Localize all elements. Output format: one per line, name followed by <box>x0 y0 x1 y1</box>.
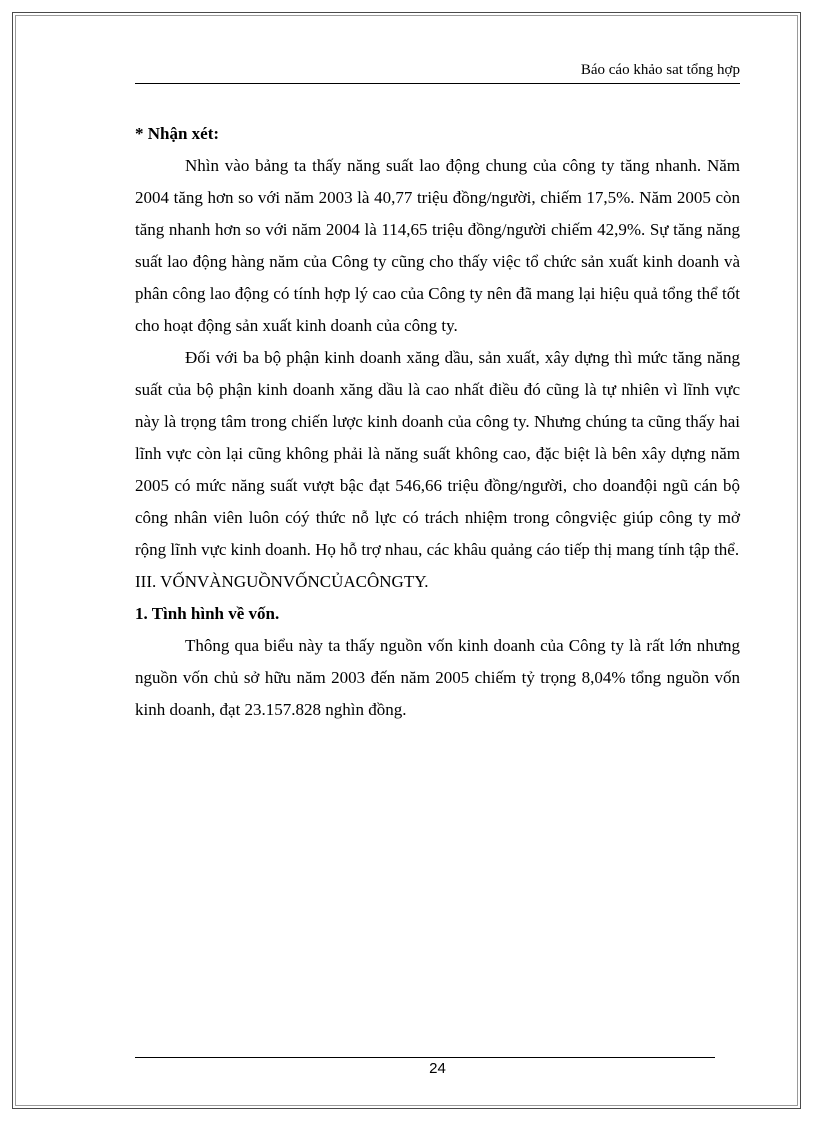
paragraph-departments: Đối với ba bộ phận kinh doanh xăng dầu, sản xuất, xây dựng thì mức tăng năng suất của bộ phận kinh doanh xăng dầu là cao nhất điều đó cũng là tự nhiên vì lĩnh vực này là trọng tâm trong chiến lược kinh doanh của công ty. Nhưng chúng ta cũng thấy hai lĩnh vực còn lại cũng không phải là năng suất không cao, đặc biệt là bên xây dựng năm 2005 có mức năng suất vượt bậc đạt 546,66 triệu đồng/người, cho doanđội ngũ cán bộ công nhân viên luôn cóý thức nỗ lực có trách nhiệm trong côngviệc giúp công ty mở rộng lĩnh vực kinh doanh. Họ hỗ trợ nhau, các khâu quảng cáo tiếp thị mang tính tập thể. <box>135 348 740 559</box>
remark-heading: * Nhận xét: <box>135 124 220 143</box>
paragraph-capital: Thông qua biểu này ta thấy nguồn vốn kinh doanh của Công ty là rất lớn nhưng nguồn vốn chủ sở hữu năm 2003 đến năm 2005 chiếm tỷ trọng 8,04% tổng nguồn vốn kinh doanh, đạt 23.157.828 nghìn đồng. <box>135 636 740 719</box>
page-number: 24 <box>429 1060 446 1077</box>
document-body <box>135 118 740 726</box>
section-title-capital: III. VỐNVÀNGUỒNVỐNCỦACÔNGTY. <box>135 572 429 591</box>
header-title: Báo cáo khảo sat tổng hợp <box>580 62 740 78</box>
subsection-title-capital-status: 1. Tình hình về vốn. <box>135 604 280 623</box>
running-header <box>135 62 740 84</box>
paragraph-productivity: Nhìn vào bảng ta thấy năng suất lao động chung của công ty tăng nhanh. Năm 2004 tăng hơn so với năm 2003 là 40,77 triệu đồng/người, chiếm 17,5%. Năm 2005 còn tăng nhanh hơn so với năm 2004 là 114,65 triệu đồng/người chiếm 42,9%. Sự tăng năng suất lao động hàng năm của Công ty cũng cho thấy việc tổ chức sản xuất kinh doanh và phân công lao động có tính hợp lý cao của Công ty nên đã mang lại hiệu quả tổng thể tốt cho hoạt động sản xuất kinh doanh của công ty. <box>135 156 740 335</box>
footer-divider <box>135 1057 715 1058</box>
